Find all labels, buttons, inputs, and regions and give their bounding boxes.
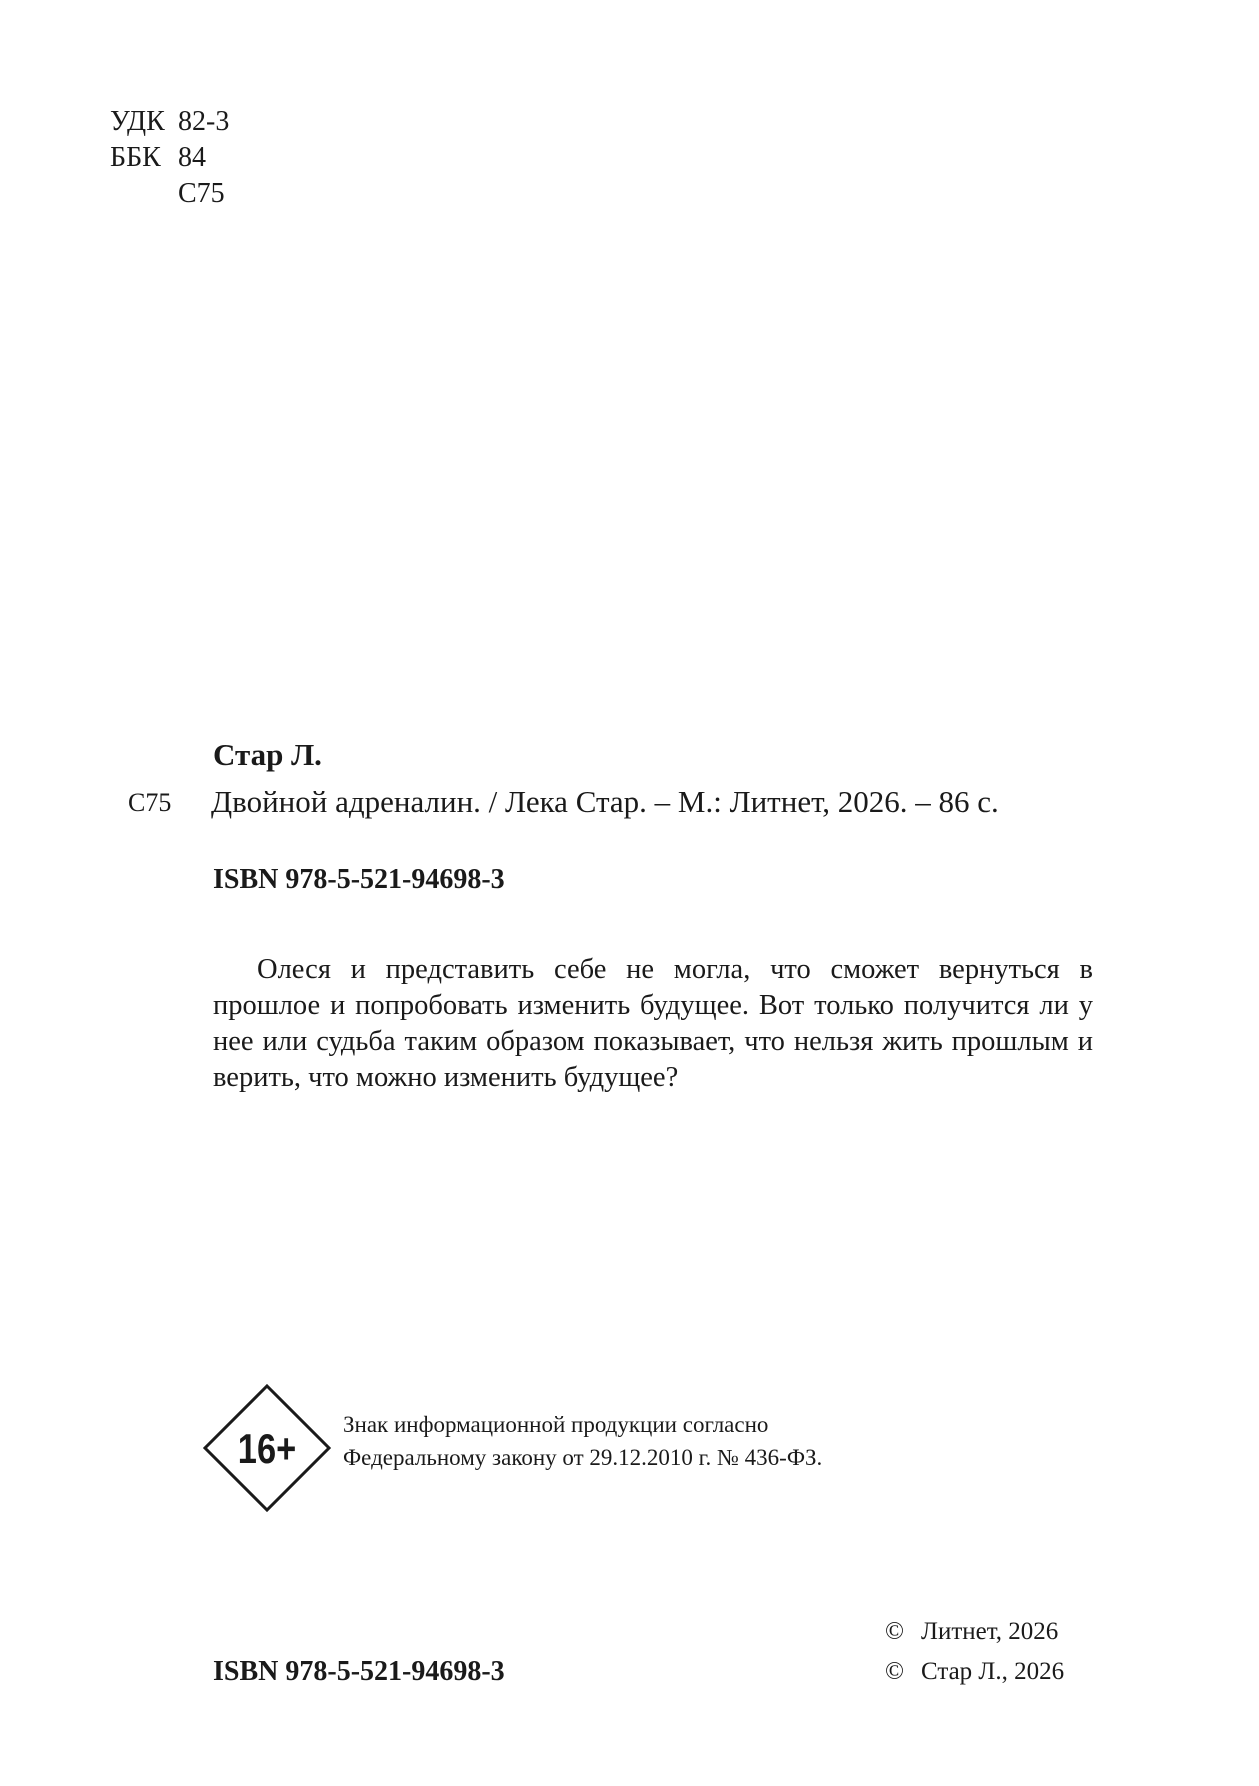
diamond-age-rating-icon [203, 1384, 331, 1512]
age-badge-shape [203, 1384, 331, 1512]
copyright-symbol: © [885, 1618, 904, 1645]
bbk-row [110, 140, 229, 176]
udk-row [110, 104, 229, 140]
bibliographic-line: Двойной адреналин. / Лека Стар. – М.: Литнет, 2026. – 86 с. [211, 784, 999, 819]
annotation-paragraph: Олеся и представить себе не могла, что сможет вернуться в прошлое и попробовать изменить будущее. Вот только получится ли у нее или судьба таким образом показывает, что нельзя жить прошлым и верить, что можно изменить будущее? [213, 954, 1093, 1093]
copyright-author-row [885, 1652, 1064, 1692]
age-rating-note [343, 1408, 822, 1474]
footer-isbn: ISBN 978-5-521-94698-3 [213, 1656, 505, 1687]
author-mark: С75 [178, 178, 225, 209]
classification-block [110, 104, 229, 212]
bbk-label: ББК [110, 142, 161, 173]
copyright-symbol: © [885, 1658, 904, 1685]
record-isbn: ISBN 978-5-521-94698-3 [213, 864, 505, 895]
author-mark-row [110, 176, 229, 212]
age-badge-label: 16+ [237, 1425, 297, 1473]
age-note-line-1: Знак информационной продукции согласно [343, 1412, 769, 1437]
record-side-code: С75 [128, 788, 172, 817]
copyright-publisher-row [885, 1612, 1064, 1652]
copyright-author: Стар Л., 2026 [921, 1658, 1065, 1685]
udk-value: 82-3 [178, 106, 230, 137]
bbk-value: 84 [178, 142, 206, 173]
copyright-block [885, 1612, 1064, 1692]
record-author: Стар Л. [213, 737, 322, 772]
copyright-publisher: Литнет, 2026 [921, 1618, 1059, 1645]
age-note-line-2: Федеральному закону от 29.12.2010 г. № 436-ФЗ. [343, 1445, 823, 1470]
udk-label: УДК [110, 106, 165, 137]
